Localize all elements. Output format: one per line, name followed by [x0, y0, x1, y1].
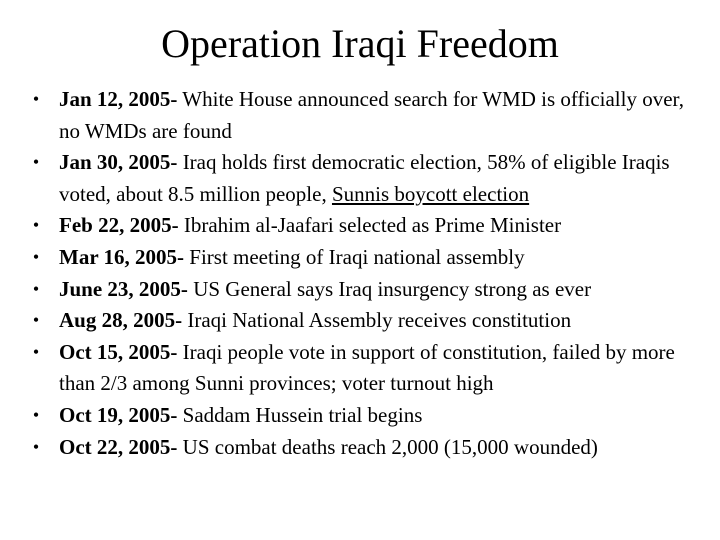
bullet-list [30, 84, 710, 463]
bullet-date: Jan 12, 2005- [59, 87, 178, 111]
bullet-text: US combat deaths reach 2,000 (15,000 wounded) [177, 434, 598, 459]
bullet-text: Iraq holds first democratic election, 58% of eligible Iraqis voted, about 8.5 million people, [59, 150, 670, 206]
bullet-date: Oct 15, 2005- [59, 339, 178, 364]
bullet-item [30, 274, 710, 306]
bullet-item [30, 400, 710, 432]
bullet-item [30, 147, 710, 210]
bullet-underlined-text: Sunnis boycott election [331, 181, 530, 206]
bullet-item [30, 242, 710, 274]
bullet-date: Oct 22, 2005- [59, 434, 178, 459]
bullet-item [30, 305, 710, 337]
bullet-date: Aug 28, 2005- [59, 308, 183, 333]
bullet-item [30, 432, 710, 464]
bullet-item [30, 84, 710, 147]
bullet-item [30, 210, 710, 242]
bullet-date: Oct 19, 2005- [59, 402, 178, 427]
bullet-text: Ibrahim al-Jaafari selected as Prime Minister [178, 213, 562, 238]
bullet-dot: • [32, 215, 40, 236]
bullet-dot: • [32, 341, 40, 362]
bullet-text: White House announced search for WMD is officially over, no WMDs are found [59, 87, 684, 143]
slide-title: Operation Iraqi Freedom [161, 21, 559, 66]
bullet-dot: • [32, 436, 40, 457]
bullet-dot: • [32, 278, 40, 299]
bullet-text: US General says Iraq insurgency strong as ever [187, 276, 592, 301]
bullet-date: June 23, 2005- [59, 276, 188, 301]
bullet-text: Saddam Hussein trial begins [177, 402, 423, 427]
bullet-dot: • [32, 310, 40, 331]
bullet-dot: • [32, 152, 40, 173]
bullet-text: Iraqi National Assembly receives constitution [182, 308, 572, 333]
bullet-item [30, 337, 710, 400]
bullet-date: Feb 22, 2005- [59, 213, 179, 238]
bullet-dot: • [32, 89, 40, 109]
bullet-text: First meeting of Iraqi national assembly [184, 244, 525, 269]
bullet-text: Iraqi people vote in support of constitution, failed by more than 2/3 among Sunni provinces; voter turnout high [59, 339, 675, 396]
bullet-dot: • [32, 246, 40, 267]
bullet-dot: • [32, 404, 40, 425]
bullet-date: Jan 30, 2005- [59, 150, 178, 175]
bullet-date: Mar 16, 2005- [59, 244, 185, 269]
